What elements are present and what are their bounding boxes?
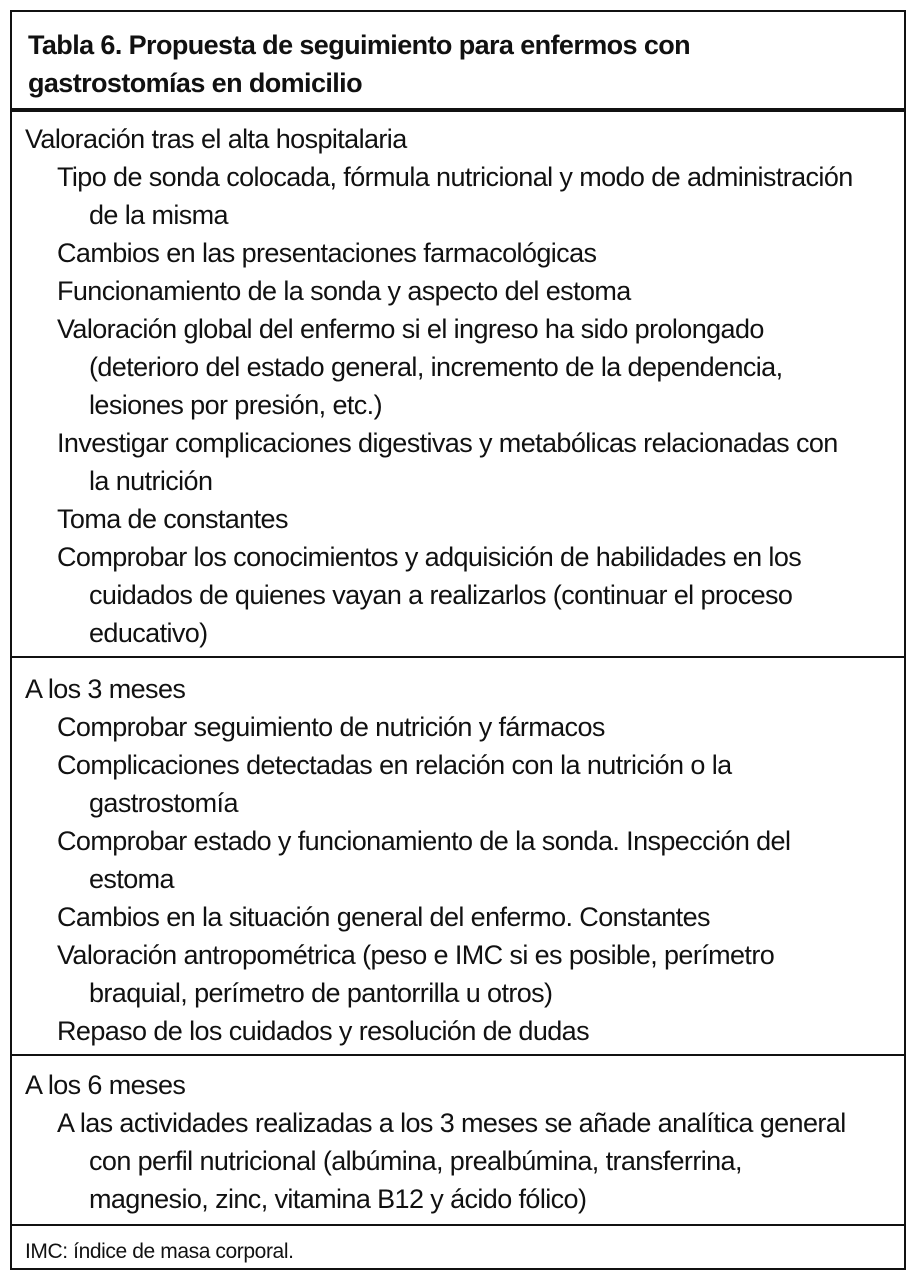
item-line: A las actividades realizadas a los 3 meses se añade analítica general bbox=[57, 1108, 846, 1138]
item-line: Cambios en las presentaciones farmacológicas bbox=[57, 238, 597, 268]
section-heading-6-meses: A los 6 meses bbox=[25, 1070, 186, 1100]
item-line: de la misma bbox=[89, 200, 228, 230]
item-line: Funcionamiento de la sonda y aspecto del estoma bbox=[57, 276, 631, 306]
list-item bbox=[57, 1012, 897, 1050]
item-line: Toma de constantes bbox=[57, 504, 288, 534]
item-line: (deterioro del estado general, incremento de la dependencia, bbox=[89, 352, 783, 382]
list-item bbox=[57, 1104, 897, 1218]
list-item bbox=[57, 500, 897, 538]
section-heading-alta: Valoración tras el alta hospitalaria bbox=[25, 124, 407, 154]
list-item bbox=[57, 898, 897, 936]
item-line: cuidados de quienes vayan a realizarlos (continuar el proceso bbox=[89, 580, 793, 610]
list-item bbox=[57, 936, 897, 1012]
list-item bbox=[57, 158, 897, 234]
list-item bbox=[57, 310, 897, 424]
item-line: Investigar complicaciones digestivas y metabólicas relacionadas con bbox=[57, 428, 838, 458]
table-footnote: IMC: índice de masa corporal. bbox=[25, 1240, 294, 1263]
item-line: Comprobar los conocimientos y adquisición de habilidades en los bbox=[57, 542, 802, 572]
item-line: gastrostomía bbox=[89, 788, 238, 818]
item-line: Cambios en la situación general del enfermo. Constantes bbox=[57, 902, 710, 932]
item-line: Comprobar estado y funcionamiento de la sonda. Inspección del bbox=[57, 826, 791, 856]
item-line: estoma bbox=[89, 864, 174, 894]
item-line: educativo) bbox=[89, 618, 208, 648]
table-title-line: gastrostomías en domicilio bbox=[28, 68, 362, 98]
item-line: Complicaciones detectadas en relación con la nutrición o la bbox=[57, 750, 732, 780]
title-divider bbox=[12, 108, 904, 112]
item-line: lesiones por presión, etc.) bbox=[89, 390, 382, 420]
item-line: la nutrición bbox=[89, 466, 213, 496]
item-line: braquial, perímetro de pantorrilla u otros) bbox=[89, 978, 553, 1008]
list-item bbox=[57, 746, 897, 822]
item-line: Valoración antropométrica (peso e IMC si es posible, perímetro bbox=[57, 940, 775, 970]
list-item bbox=[57, 424, 897, 500]
table-title-line: Tabla 6. Propuesta de seguimiento para enfermos con bbox=[28, 30, 691, 60]
item-line: con perfil nutricional (albúmina, prealbúmina, transferrina, bbox=[89, 1146, 742, 1176]
list-item bbox=[57, 272, 897, 310]
footnote-divider bbox=[12, 1224, 904, 1226]
section-divider bbox=[12, 1054, 904, 1056]
table-frame bbox=[10, 10, 906, 1270]
list-item bbox=[57, 234, 897, 272]
item-line: magnesio, zinc, vitamina B12 y ácido fólico) bbox=[89, 1184, 587, 1214]
section-heading-3-meses: A los 3 meses bbox=[25, 674, 186, 704]
list-item bbox=[57, 708, 897, 746]
section-divider bbox=[12, 656, 904, 658]
item-line: Repaso de los cuidados y resolución de dudas bbox=[57, 1016, 589, 1046]
item-line: Comprobar seguimiento de nutrición y fármacos bbox=[57, 712, 605, 742]
list-item bbox=[57, 538, 897, 652]
item-line: Valoración global del enfermo si el ingreso ha sido prolongado bbox=[57, 314, 764, 344]
table-title bbox=[28, 26, 888, 102]
list-item bbox=[57, 822, 897, 898]
item-line: Tipo de sonda colocada, fórmula nutricional y modo de administración bbox=[57, 162, 853, 192]
